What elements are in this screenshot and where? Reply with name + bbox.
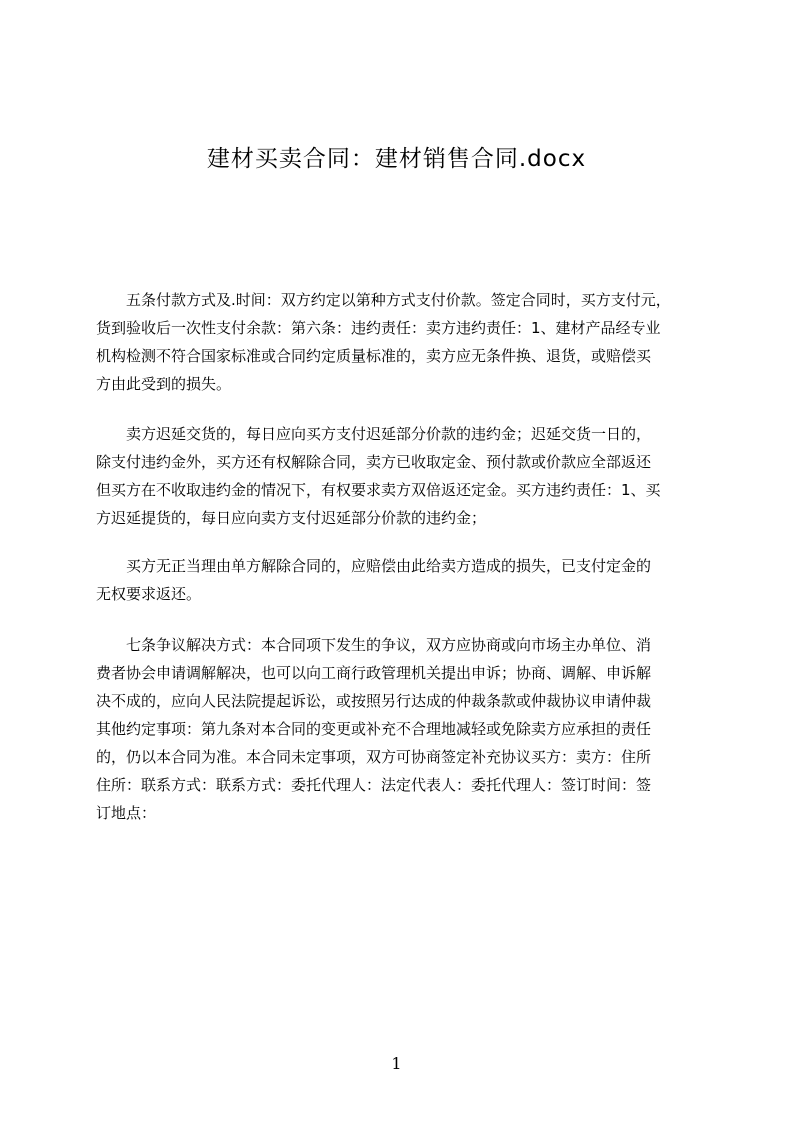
text-line: 七条争议解决方式：本合同项下发生的争议，双方应协商或向市场主办单位、消	[96, 636, 652, 654]
text-line: 除支付违约金外，买方还有权解除合同，卖方已收取定金、预付款或价款应全部返还	[96, 453, 652, 471]
paragraph-payment-and-liability	[96, 286, 700, 398]
text-line: 住所：联系方式：联系方式：委托代理人：法定代表人：委托代理人：签订时间：签	[96, 776, 652, 794]
text-line: 方由此受到的损失。	[96, 375, 232, 393]
text-line: 买方无正当理由单方解除合同的，应赔偿由此给卖方造成的损失，已支付定金的	[96, 557, 652, 575]
text-line: 卖方迟延交货的，每日应向买方支付迟延部分价款的违约金；迟延交货一日的，	[96, 425, 652, 443]
text-line: 费者协会申请调解解决，也可以向工商行政管理机关提出申诉；协商、调解、申诉解	[96, 664, 652, 682]
paragraph-buyer-termination	[96, 552, 700, 608]
text-line: 机构检测不符合国家标准或合同约定质量标准的，卖方应无条件换、退货，或赔偿买	[96, 347, 652, 365]
text-line: 方迟延提货的，每日应向卖方支付迟延部分价款的违约金；	[96, 509, 487, 527]
text-line: 决不成的，应向人民法院提起诉讼，或按照另行达成的仲裁条款或仲裁协议申请仲裁	[96, 692, 652, 710]
text-line: 但买方在不收取违约金的情况下，有权要求卖方双倍返还定金。买方违约责任：1、买	[96, 481, 661, 499]
text-line: 货到验收后一次性支付余款：第六条：违约责任：卖方违约责任：1、建材产品经专业	[96, 319, 661, 337]
text-line: 的，仍以本合同为准。本合同未定事项，双方可协商签定补充协议买方：卖方：住所	[96, 748, 652, 766]
paragraph-delivery-delay	[96, 420, 700, 532]
text-line: 五条付款方式及.时间：双方约定以第种方式支付价款。签定合同时，买方支付元，	[96, 291, 671, 309]
page-number: 1	[391, 1054, 402, 1073]
document-title: 建材买卖合同：建材销售合同.docx	[206, 146, 587, 172]
text-line: 订地点：	[96, 804, 157, 822]
text-line: 其他约定事项：第九条对本合同的变更或补充不合理地减轻或免除卖方应承担的责任	[96, 720, 652, 738]
paragraph-dispute-resolution	[96, 631, 700, 827]
text-line: 无权要求返还。	[96, 585, 202, 603]
